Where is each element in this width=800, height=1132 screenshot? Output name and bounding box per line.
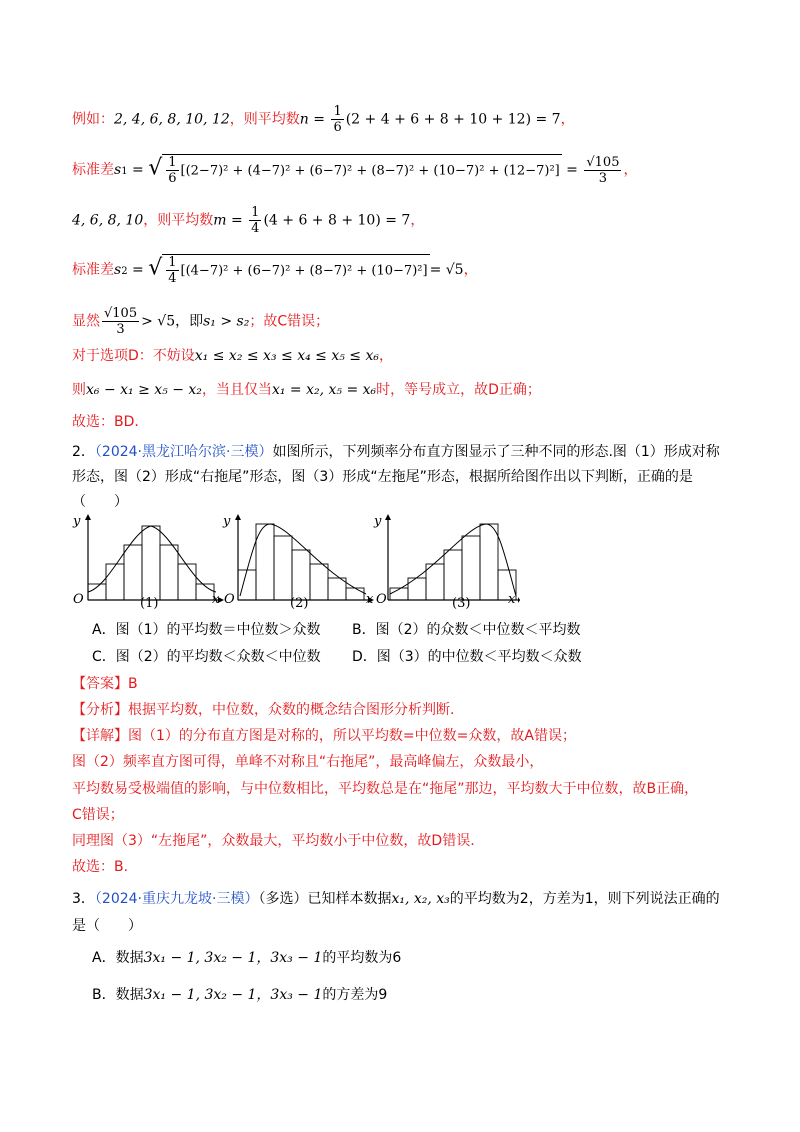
q3-stem-line1: 3．（2024·重庆九龙坡·三模）（多选）已知样本数据x₁, x₂, x₃的平均数为2，方差为1，则下列说法正确的 [72, 891, 720, 907]
histogram-2 [235, 514, 374, 603]
q2-stem-line2: 形态，图（2）形成“右拖尾”形态，图（3）形成“左拖尾”形态，根据所给图作出以下判断，正确的是 [72, 469, 693, 485]
q2-analysis: 【分析】根据平均数，中位数，众数的概念结合图形分析判断. [72, 702, 455, 718]
fraction-one-fourth: $\frac{1}{4}$ [251, 205, 260, 236]
q2-final-answer: 故选：B. [72, 859, 129, 875]
q2-stem-line3: （ ） [72, 494, 128, 510]
q2-detail-line4: C错误； [72, 807, 124, 823]
fraction-one-sixth: $\frac{1}{6}$ [333, 104, 342, 135]
graph3-x-label: x [508, 592, 516, 607]
compare-line: 显然 $\frac{√105}{3}$ > √5，即s₁ > s₂；故C错误； [72, 306, 330, 337]
graph1-y-label: y [73, 514, 81, 529]
q2-answer: 【答案】B [72, 676, 138, 692]
graph3-caption: (3) [452, 596, 471, 611]
graph2-caption: (2) [290, 596, 309, 611]
sqrt-sd1: √ $\frac{1}{6}$ [(2−7)² + (4−7)² + (6−7)² + (8−7)² + (10−7)² + (12−7)²] [148, 155, 560, 186]
q2-option-b[interactable]: B．图（2）的众数＜中位数＜平均数 [352, 622, 581, 638]
graph2-x-label: x [366, 592, 374, 607]
q2-detail-line5: 同理图（3）“左拖尾”，众数最大，平均数小于中位数，故D错误. [72, 833, 475, 849]
q3-stem-line2: 是（ ） [72, 918, 142, 934]
q2-detail-line3: 平均数易受极端值的影响，与中位数相比，平均数总是在“拖尾”那边，平均数大于中位数，故B正确， [72, 781, 699, 797]
graph1-origin-label: O [73, 592, 84, 607]
graph3-y-label: y [374, 514, 382, 529]
histogram-3 [385, 514, 520, 603]
fraction-sd1-result: $\frac{√105}{3}$ [586, 154, 620, 186]
q3-option-a[interactable]: A．数据3x₁ − 1, 3x₂ − 1，3x₃ − 1的平均数为6 [92, 950, 402, 966]
q2-stem-line1: 2．（2024·黑龙江哈尔滨·三模）如图所示，下列频率分布直方图显示了三种不同的形态.图（1）形成对称 [72, 444, 720, 460]
answer-bd: 故选：BD. [72, 414, 139, 430]
q2-detail-line2: 图（2）频率直方图可得，单峰不对称且“右拖尾”，最高峰偏左，众数最小， [72, 754, 544, 770]
sd2-line: 标准差s2 = √ $\frac{1}{4}$ [(4−7)² + (6−7)² + (8−7)² + (10−7)²] = √5， [72, 255, 478, 286]
graph3-origin-label: O [376, 592, 387, 607]
graph1-caption: (1) [140, 596, 159, 611]
q3-option-b[interactable]: B．数据3x₁ − 1, 3x₂ − 1，3x₃ − 1的方差为9 [92, 987, 388, 1003]
q2-detail-line1: 【详解】图（1）的分布直方图是对称的，所以平均数=中位数=众数，故A错误； [72, 728, 576, 744]
graph1-x-label: x [212, 592, 220, 607]
example-line: 例如：2, 4, 6, 8, 10, 12，则平均数n = $\frac{1}{6}$ (2 + 4 + 6 + 8 + 10 + 12) = 7， [72, 104, 575, 135]
optionD-setup-line: 对于选项D：不妨设x₁ ≤ x₂ ≤ x₃ ≤ x₄ ≤ x₅ ≤ x₆， [72, 348, 393, 364]
sqrt-sd2: √ $\frac{1}{4}$ [(4−7)² + (6−7)² + (8−7)² + (10−7)²] [148, 255, 428, 286]
q2-option-c[interactable]: C．图（2）的平均数＜众数＜中位数 [92, 649, 321, 665]
q2-option-a[interactable]: A．图（1）的平均数＝中位数＞众数 [92, 622, 321, 638]
graph2-y-label: y [223, 514, 231, 529]
mean2-line: 4, 6, 8, 10，则平均数m = $\frac{1}{4}$ (4 + 6 + 8 + 10) = 7， [72, 205, 425, 236]
optionD-conclusion-line: 则x₆ − x₁ ≥ x₅ − x₂，当且仅当x₁ = x₂, x₅ = x₆时，等号成立，故D正确； [72, 382, 541, 398]
q2-option-d[interactable]: D．图（3）的中位数＜平均数＜众数 [352, 649, 582, 665]
graph2-origin-label: O [224, 592, 235, 607]
sd1-line: 标准差s1 = √ $\frac{1}{6}$ [(2−7)² + (4−7)² + (6−7)² + (8−7)² + (10−7)² + (12−7)²] = $\frac{√105}{3}$ ， [72, 154, 638, 186]
histogram-1 [85, 514, 224, 603]
